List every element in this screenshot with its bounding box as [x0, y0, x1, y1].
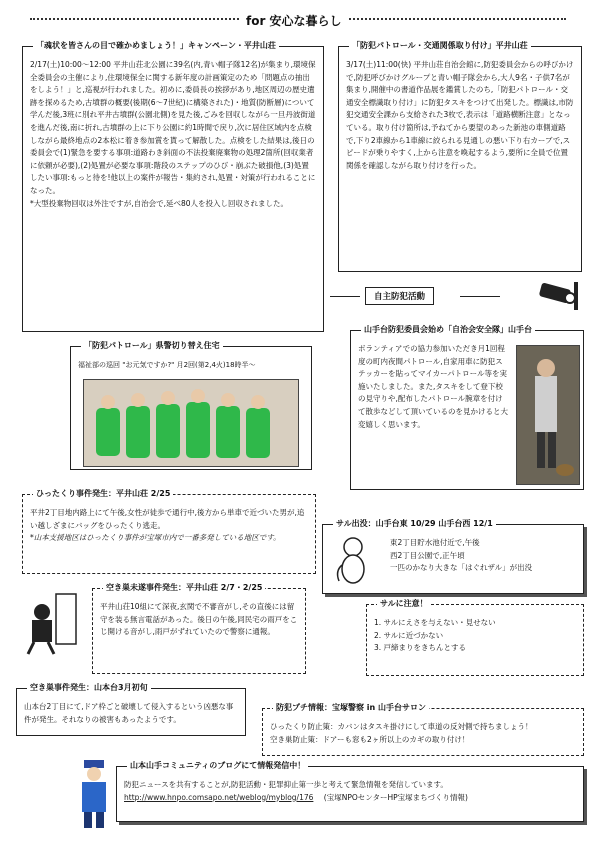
campaign-note: *大型投棄物回収は外注ですが,自治会で,延べ80人を投入し回収されました。 [30, 198, 289, 208]
monkey-icon [333, 535, 373, 587]
snatch-article [22, 489, 316, 574]
caution-item-3: 3. 戸締まりをきちんとする [374, 643, 467, 653]
banner-arrow-left [330, 296, 360, 297]
vacant-break-article [92, 583, 306, 674]
vacant-yamate-title: 空き巣事件発生：山本台3月初旬 [27, 682, 151, 695]
caution-item-2: 2. サルに近づかない [374, 630, 444, 640]
security-camera-icon [536, 278, 584, 314]
snatch-body: 平井2丁目地内路上にて午後,女性が徒歩で通行中,後方から単車で近づいた男が,追い越しざまにバッグをひったくり逃走。 [30, 508, 305, 530]
vacant-break-title: 空き巣未遂事件発生：平井山荘 2/7・2/25 [103, 582, 265, 595]
yamate-safety-article [350, 325, 584, 490]
police-patrol-title: 「防犯パトロール」県警切り替え住宅 [81, 340, 223, 353]
mini-info-article [262, 703, 584, 756]
banner-arrow-right [460, 296, 500, 297]
yamate-safety-title: 山手台防犯委員会始め「自治会安全隊」山手台 [361, 324, 535, 337]
patrol-group-photo [83, 379, 299, 467]
vacant-yamate-article [16, 683, 246, 736]
blog-article [116, 761, 584, 822]
monkey-title: サル出没：山手台東 10/29 山手台西 12/1 [333, 518, 496, 531]
blog-title: 山本山手コミュニティのブログにて情報発信中！ [127, 760, 308, 773]
police-patrol-body: 福祉部の巡回 "お元気ですか?" 月2回(第2,4火)18時半〜 [78, 361, 256, 369]
police-patrol-article [70, 341, 312, 470]
vacant-break-body: 平井山荘10組にて深夜,玄関で不審音がし,その直後には留守を装る無言電話があった。後日の午後,同民宅の雨戸をこじ開ける音がし,雨戸がずれていたので警察に通報。 [100, 602, 298, 637]
campaign-article [22, 41, 324, 332]
campaign-body: 2/17(土)10:00〜12:00 平井山荘北公園に39名(内,青い帽子隊12名)が集まり,環境保全委員会の主催により,住環境保全に関する新年度の計画策定のため「問題点の抽出をしよう！」と,巡視が行われました。初めに,委員長の挨拶があり,地区周辺の歴史遺跡を探めるため,古墳群の概要(後期(6〜7世紀)に構築された)・地質(防断層)について学んだ後,3班に別れ平井古墳群(公園北側)を見た後,ごみを回収しながら一旦丹波街道を進んだ後,南に折れ,古墳群の上に下り公園に約1時間で戻り,次に居住区域内を点検しながら最終地点の2本松に着き参加賞を貰って解散した。点検をした結果は,後日の委員会で(1)緊急を要する事項:道路わき斜面の不法投棄廃棄物の処理2箇所(回収業者に依頼が必要),(2)処置が必要な事項:階段のステップのひび・崩ぶた破損他,(3)処置したい事項:もっと待を!他以上の案件が報告・集約され,処置・対策が行われることになった。 [30, 60, 316, 195]
mini-info-line-2: 空き巣防止策：ドアーも窓も2ヶ所以上のカギの取り付け！ [270, 734, 470, 744]
snatch-note: *山本支援地区はひったくり事件が宝塚市内で一番多発している地区です。 [30, 533, 281, 543]
blog-line-1: 防犯ニュースを共有することが,防犯活動・犯罪抑止第一歩と考えて緊急情報を発信しています。 [124, 780, 448, 789]
page-title: for 安心な暮らし [240, 12, 348, 29]
patrol-sticker-body: 3/17(土)11:00(快) 平井山荘自治会館に,防犯委員会からの呼びかけで,防犯呼びかけグループと青い帽子隊会から,大人9名・子供7名が集まり,開催中の書道作品展を鑑賞したのち,「防犯パトロール・交通安全標識取り付け」に防犯タスキをつけて出発した。標識は,市防犯交通安全課から支給された3枚で,表示は「道路横断注意」となっている。取り付け箇所は,予ねてから要望のあった新池の車側道路で,下り2車線から1車線に絞られる見通しの悪い下り右カーブで,スピードが乗りやすく,上から注意を喚起するよう,要所に全員で位置関係を確認しながら取り付けを行った。 [346, 60, 574, 170]
campaign-title: 「魂状を皆さんの目で確かめましょう！」キャンペーン・平井山荘 [33, 40, 279, 53]
yamate-safety-body: ボランティアでの協力参加いただき月1回程度の町内夜間パトロール,自家用車に防犯ステッカーを貼ってマイカーパトロール等を実施いたしました。また,タスキをして登下校の見守りや,配布したパトロール腕章を付けて散歩などして頂いているのを見かけると大変嬉しく思います。 [358, 344, 508, 429]
policeman-icon [74, 758, 114, 830]
monkey-caution-title: サルに注意！ [377, 598, 431, 611]
banner-label: 自主防犯活動 [365, 287, 434, 305]
dog-walker-photo [516, 345, 580, 485]
monkey-article [322, 519, 584, 594]
blog-source: (宝塚NPOセンターHP宝塚まちづくり情報) [323, 792, 468, 802]
monkey-line-1: 東2丁目貯水池付近で,午後 [390, 538, 480, 547]
snatch-title: ひったくり事件発生：平井山荘 2/25 [33, 488, 173, 501]
patrol-sticker-article [338, 41, 582, 272]
monkey-line-3: 一匹のかなり大きな「はぐれザル」が出没 [390, 563, 533, 573]
monkey-line-2: 西2丁目公園で,正午頃 [390, 550, 465, 560]
mini-info-line-1: ひったくり防止策：カバンはタスキ掛けにして車道の反対側で持ちましょう！ [270, 722, 533, 731]
mini-info-title: 防犯プチ情報：宝塚警察 in 山手台サロン [273, 702, 429, 715]
burglar-icon [20, 590, 80, 656]
blog-url-link[interactable]: http://www.hnpo.comsapo.net/weblog/myblog/176 [124, 792, 314, 802]
patrol-sticker-title: 「防犯パトロール・交通関係取り付け」平井山荘 [349, 40, 531, 53]
activity-banner [330, 285, 530, 307]
monkey-caution-article [366, 599, 584, 676]
caution-item-1: 1. サルにえさを与えない・見せない [374, 618, 496, 627]
vacant-yamate-body: 山本台2丁目にて,ドア枠ごと破壊して侵入するという凶悪な事件が発生。それなりの被害もあったようです。 [24, 702, 234, 724]
